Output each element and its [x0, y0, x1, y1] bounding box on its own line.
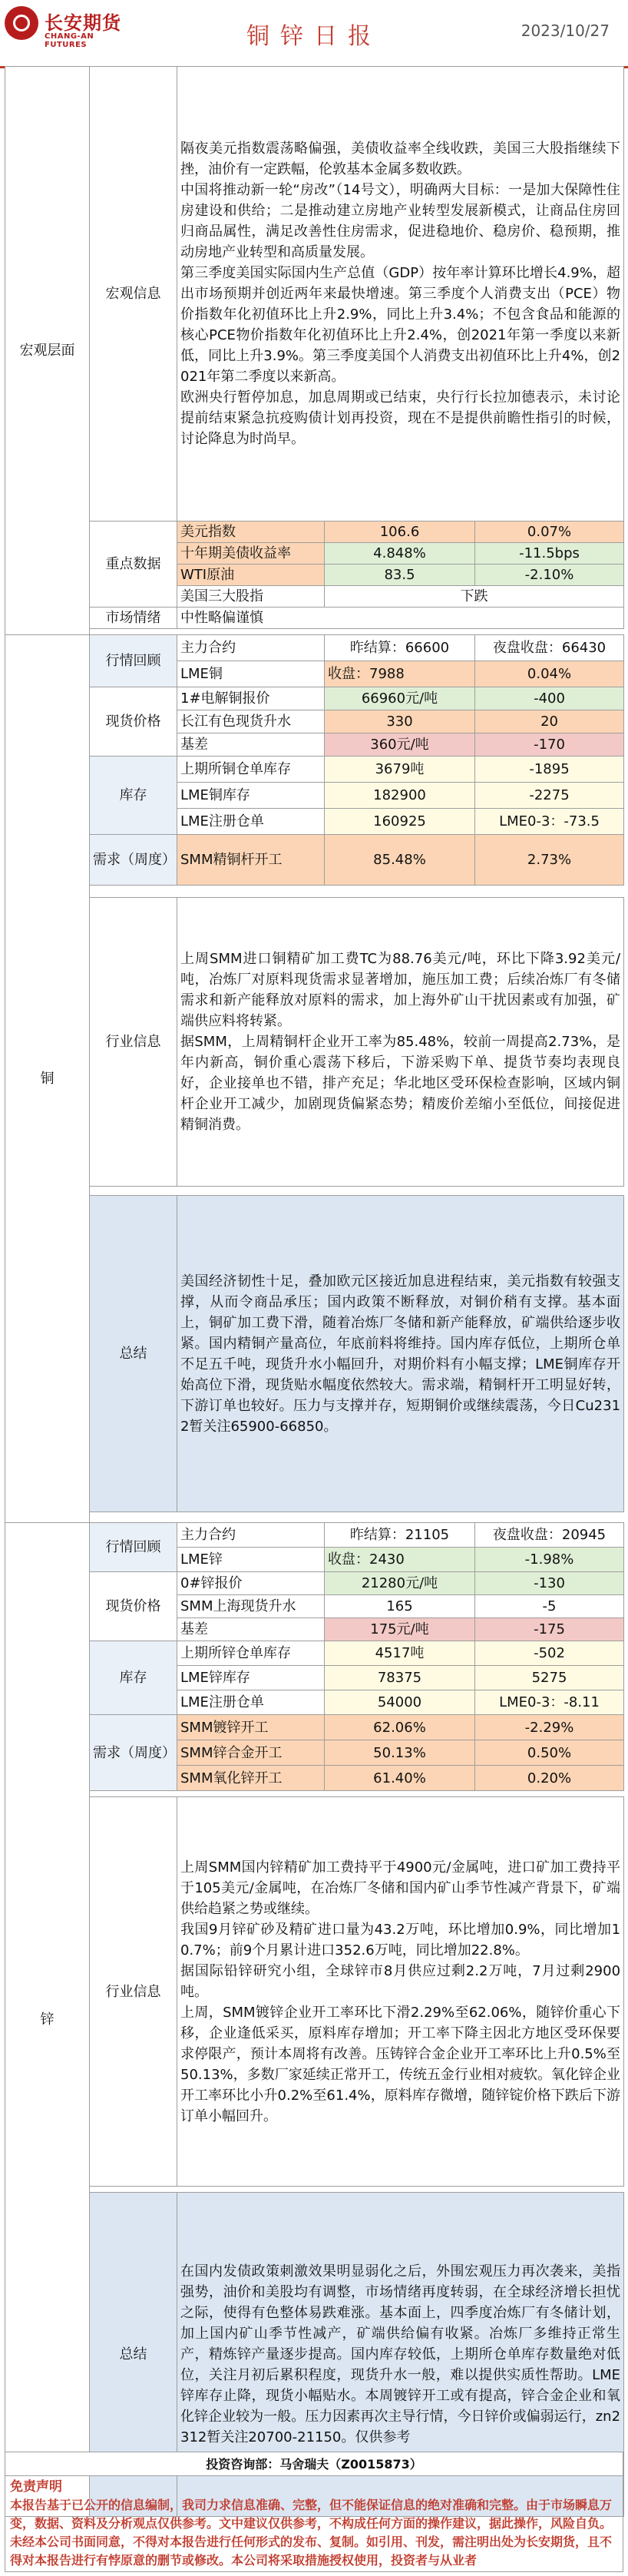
- zinc-spot-label: 现货价格: [90, 1572, 177, 1641]
- zinc-spot-price: 175元/吨: [325, 1618, 475, 1641]
- key-data-name: 十年期美债收益率: [177, 543, 325, 565]
- zinc-summary-label: 总结: [90, 2193, 177, 2517]
- copper-inventory-value: 160925: [325, 809, 475, 835]
- copper-main-contract-label: 主力合约: [177, 635, 325, 661]
- copper-spot-price: 330: [325, 710, 475, 733]
- copper-spot-change: 20: [475, 710, 624, 733]
- section-copper: 铜: [5, 635, 90, 1523]
- key-data-value: 4.848%: [325, 543, 475, 565]
- zinc-inventory-label: 库存: [90, 1641, 177, 1715]
- key-data-name: 美元指数: [177, 521, 325, 543]
- key-data-name: WTI原油: [177, 565, 325, 586]
- copper-inventory-value: 3679吨: [325, 757, 475, 783]
- copper-spacer: [90, 1187, 624, 1196]
- copper-spot-price: 360元/吨: [325, 733, 475, 757]
- zinc-spot-name: 0#锌报价: [177, 1572, 325, 1595]
- section-zinc: 锌: [5, 1523, 90, 2517]
- copper-inventory-change: -1895: [475, 757, 624, 783]
- report-title: 铜锌日报: [246, 23, 382, 50]
- disclaimer-text: 本报告基于已公开的信息编制，我司力求信息准确、完整，但不能保证信息的绝对准确和完整。由于市场瞬息万变，数据、资料及分析观点仅供参考。文中建议仅供参考，不构成任何方面的操作建议，据此操作，风险自负。未经本公司书面同意，不得对本报告进行任何形式的发布、复制。如引用、刊发，需注明出处为长安期货，且不得对本报告进行有悖原意的删节或修改。本公司将采取措施授权使用，投资者与从业者: [10, 2498, 613, 2568]
- zinc-spot-change: -130: [475, 1572, 624, 1595]
- zinc-spot-name: SMM上海现货升水: [177, 1595, 325, 1618]
- copper-spot-label: 现货价格: [90, 687, 177, 757]
- copper-demand-change: 2.73%: [475, 835, 624, 886]
- copper-spot-name: 长江有色现货升水: [177, 710, 325, 733]
- copper-demand-name: SMM精铜杆开工: [177, 835, 325, 886]
- copper-inventory-name: 上期所铜仓单库存: [177, 757, 325, 783]
- zinc-inventory-value: 78375: [325, 1666, 475, 1690]
- zinc-inventory-change: 5275: [475, 1666, 624, 1690]
- zinc-demand-name: SMM锌合金开工: [177, 1740, 325, 1766]
- zinc-main-night: 夜盘收盘：20945: [475, 1523, 624, 1548]
- copper-spacer: [90, 886, 624, 898]
- zinc-inventory-name: LME注册仓单: [177, 1690, 325, 1715]
- copper-spacer: [90, 1512, 624, 1523]
- section-macro: 宏观层面: [5, 67, 90, 635]
- logo-chinese-name: 长安期货: [45, 12, 121, 34]
- copper-inventory-change: LME0-3：-73.5: [475, 809, 624, 835]
- report-table: [5, 66, 624, 2517]
- analyst-line: 投资咨询部：马舍瑞夫（Z0015873）: [5, 2452, 623, 2475]
- macro-info-label: 宏观信息: [90, 67, 177, 521]
- copper-lme-close: 收盘：7988: [325, 661, 475, 687]
- key-data-name: 美国三大股指: [177, 586, 325, 608]
- copper-summary-label: 总结: [90, 1196, 177, 1512]
- zinc-spot-name: 基差: [177, 1618, 325, 1641]
- copper-main-close: 昨结算：66600: [325, 635, 475, 661]
- copper-spot-name: 1#电解铜报价: [177, 687, 325, 710]
- copper-inventory-label: 库存: [90, 757, 177, 835]
- zinc-industry-text: 上周SMM国内锌精矿加工费持平于4900元/金属吨，进口矿加工费持平于105美元/金属吨，在冶炼厂冬储和国内矿山季节性减产背景下，矿端供给趋紧之势或继续。 我国9月锌矿砂及精矿进口量为43.2万吨，环比增加0.9%，同比增加10.7%；前9个月累计进口352.6万吨，同比增加22.8%。 据国际铅锌研究小组，全球锌市8月供应过剩2.2万吨，7月过剩2900吨。 上周，SMM镀锌企业开工率环比下滑2.29%至62.06%，随锌价重心下移，企业逢低采买，原料库存增加；开工率下降主因北方地区受环保要求停限产，预计本周将有改善。压铸锌合金企业开工率环比上升0.5%至50.13%，多数厂家延续正常开工，传统五金行业相对疲软。氧化锌企业开工率环比小升0.2%至61.4%，原料库存微增，随锌锭价格下跌后下游订单小幅回升。: [177, 1797, 624, 2187]
- zinc-spot-change: -175: [475, 1618, 624, 1641]
- copper-inventory-name: LME注册仓单: [177, 809, 325, 835]
- copper-spot-change: -170: [475, 733, 624, 757]
- zinc-lme-label: LME锌: [177, 1548, 325, 1572]
- copper-inventory-value: 182900: [325, 783, 475, 809]
- key-data-change: -11.5bps: [475, 543, 624, 565]
- zinc-spot-price: 165: [325, 1595, 475, 1618]
- sentiment-value: 中性略偏谨慎: [177, 608, 624, 629]
- disclaimer: [5, 2475, 623, 2572]
- zinc-review-label: 行情回顾: [90, 1523, 177, 1572]
- key-data-change: -2.10%: [475, 565, 624, 586]
- zinc-inventory-name: 上期所锌仓单库存: [177, 1641, 325, 1666]
- zinc-inventory-change: LME0-3：-8.11: [475, 1690, 624, 1715]
- macro-info-text: 隔夜美元指数震荡略偏强，美债收益率全线收跌，美国三大股指继续下挫，油价有一定跌幅，伦敦基本金属多数收跌。 中国将推动新一轮“房改”（14号文），明确两大目标：一是加大保障性住房建设和供给；二是推动建立房地产业转型发展新模式，让商品住房回归商品属性，满足改善性住房需求，促进稳地价、稳房价、稳预期，推动房地产业转型和高质量发展。 第三季度美国实际国内生产总值（GDP）按年率计算环比增长4.9%，超出市场预期并创近两年来最快增速。第三季度个人消费支出（PCE）物价指数年化初值环比上升2.9%，同比上升3.4%；不包含食品和能源的核心PCE物价指数年化初值环比上升2.4%，创2021年第一季度以来新低，同比上升3.9%。第三季度美国个人消费支出初值环比上升4%，创2021年第二季度以来新高。 欧洲央行暂停加息，加息周期或已结束，央行行长拉加德表示，未讨论提前结束紧急抗疫购债计划再投资，现在不是提供前瞻性指引的时候，讨论降息为时尚早。: [177, 67, 624, 521]
- disclaimer-title: 免责声明: [10, 2479, 62, 2495]
- copper-inventory-change: -2275: [475, 783, 624, 809]
- zinc-demand-name: SMM氧化锌开工: [177, 1766, 325, 1791]
- zinc-demand-value: 61.40%: [325, 1766, 475, 1791]
- zinc-summary-text: 在国内发债政策刺激效果明显弱化之后，外围宏观压力再次袭来，美指强势，油价和美股均有调整，市场情绪再度转弱，在全球经济增长担忧之际，使得有色整体易跌难涨。基本面上，四季度冶炼厂有冬储计划，加上国内矿山季节性减产，矿端供给偏有收紧。冶炼厂多维持正常生产，精炼锌产量逐步提高。国内库存较低，上期所仓单库存数量绝对低位，关注月初后累积程度，现货升水一般，难以提供实质性帮助。LME锌库存止降，现货小幅贴水。本周镀锌开工或有提高，锌合金企业和氧化锌企业较为一般。压力因素再次主导行情，今日锌价或偏弱运行，zn2312暂关注20700-21150。仅供参考: [177, 2193, 624, 2517]
- zinc-inventory-change: -502: [475, 1641, 624, 1666]
- zinc-main-close: 昨结算：21105: [325, 1523, 475, 1548]
- report-header: [0, 0, 628, 68]
- zinc-spacer: [90, 2187, 624, 2193]
- copper-main-night: 夜盘收盘：66430: [475, 635, 624, 661]
- zinc-demand-value: 62.06%: [325, 1715, 475, 1740]
- zinc-spacer: [90, 1791, 624, 1797]
- copper-industry-label: 行业信息: [90, 898, 177, 1187]
- copper-demand-value: 85.48%: [325, 835, 475, 886]
- sentiment-label: 市场情绪: [90, 608, 177, 629]
- zinc-main-contract-label: 主力合约: [177, 1523, 325, 1548]
- logo-english-name: CHANG-AN FUTURES: [45, 32, 94, 49]
- copper-summary-text: 美国经济韧性十足，叠加欧元区接近加息进程结束，美元指数有较强支撑，从而令商品承压；国内政策不断释放，对铜价稍有支撑。基本面上，铜矿加工费下滑，随着冶炼厂冬储和新产能释放，矿端供给逐步收紧。国内精铜产量高位，年底前料将维持。国内库存低位，上期所仓单不足五千吨，现货升水小幅回升，对期价料有小幅支撑；LME铜库存开始高位下滑，现货贴水幅度依然较大。需求端，精铜杆开工明显好转，下游订单也较好。压力与支撑并存，短期铜价或继续震荡，今日Cu2312暂关注65900-66850。: [177, 1196, 624, 1512]
- zinc-industry-label: 行业信息: [90, 1797, 177, 2187]
- copper-demand-label: 需求（周度）: [90, 835, 177, 886]
- key-data-value: 106.6: [325, 521, 475, 543]
- zinc-demand-value: 50.13%: [325, 1740, 475, 1766]
- key-data-change: 下跌: [325, 586, 624, 608]
- zinc-spot-price: 21280元/吨: [325, 1572, 475, 1595]
- zinc-demand-change: 0.20%: [475, 1766, 624, 1791]
- zinc-spot-change: -5: [475, 1595, 624, 1618]
- copper-spot-name: 基差: [177, 733, 325, 757]
- zinc-demand-label: 需求（周度）: [90, 1715, 177, 1791]
- zinc-demand-change: 0.50%: [475, 1740, 624, 1766]
- copper-lme-change: 0.04%: [475, 661, 624, 687]
- copper-inventory-name: LME铜库存: [177, 783, 325, 809]
- zinc-demand-change: -2.29%: [475, 1715, 624, 1740]
- copper-spot-change: -400: [475, 687, 624, 710]
- copper-review-label: 行情回顾: [90, 635, 177, 687]
- copper-spot-price: 66960元/吨: [325, 687, 475, 710]
- key-data-value: 83.5: [325, 565, 475, 586]
- zinc-inventory-value: 54000: [325, 1690, 475, 1715]
- macro-spacer: [90, 629, 624, 635]
- zinc-lme-change: -1.98%: [475, 1548, 624, 1572]
- report-date: 2023/10/27: [521, 22, 610, 40]
- copper-industry-text: 上周SMM进口铜精矿加工费TC为88.76美元/吨，环比下降3.92美元/吨，冶炼厂对原料现货需求显著增加，施压加工费；后续冶炼厂有冬储需求和新产能释放对原料的需求，加上海外矿山干扰因素或有加强，矿端供应料将转紧。 据SMM，上周精铜杆企业开工率为85.48%，较前一周提高2.73%，是年内新高，铜价重心震荡下移后，下游采购下单、提货节奏均表现良好，企业接单也不错，排产充足；华北地区受环保检查影响，区域内铜杆企业开工减少，加剧现货偏紧态势；精废价差缩小至低位，间接促进精铜消费。: [177, 898, 624, 1187]
- zinc-inventory-value: 4517吨: [325, 1641, 475, 1666]
- zinc-inventory-name: LME锌库存: [177, 1666, 325, 1690]
- key-data-label: 重点数据: [90, 521, 177, 608]
- zinc-demand-name: SMM镀锌开工: [177, 1715, 325, 1740]
- key-data-change: 0.07%: [475, 521, 624, 543]
- copper-lme-label: LME铜: [177, 661, 325, 687]
- zinc-lme-close: 收盘：2430: [325, 1548, 475, 1572]
